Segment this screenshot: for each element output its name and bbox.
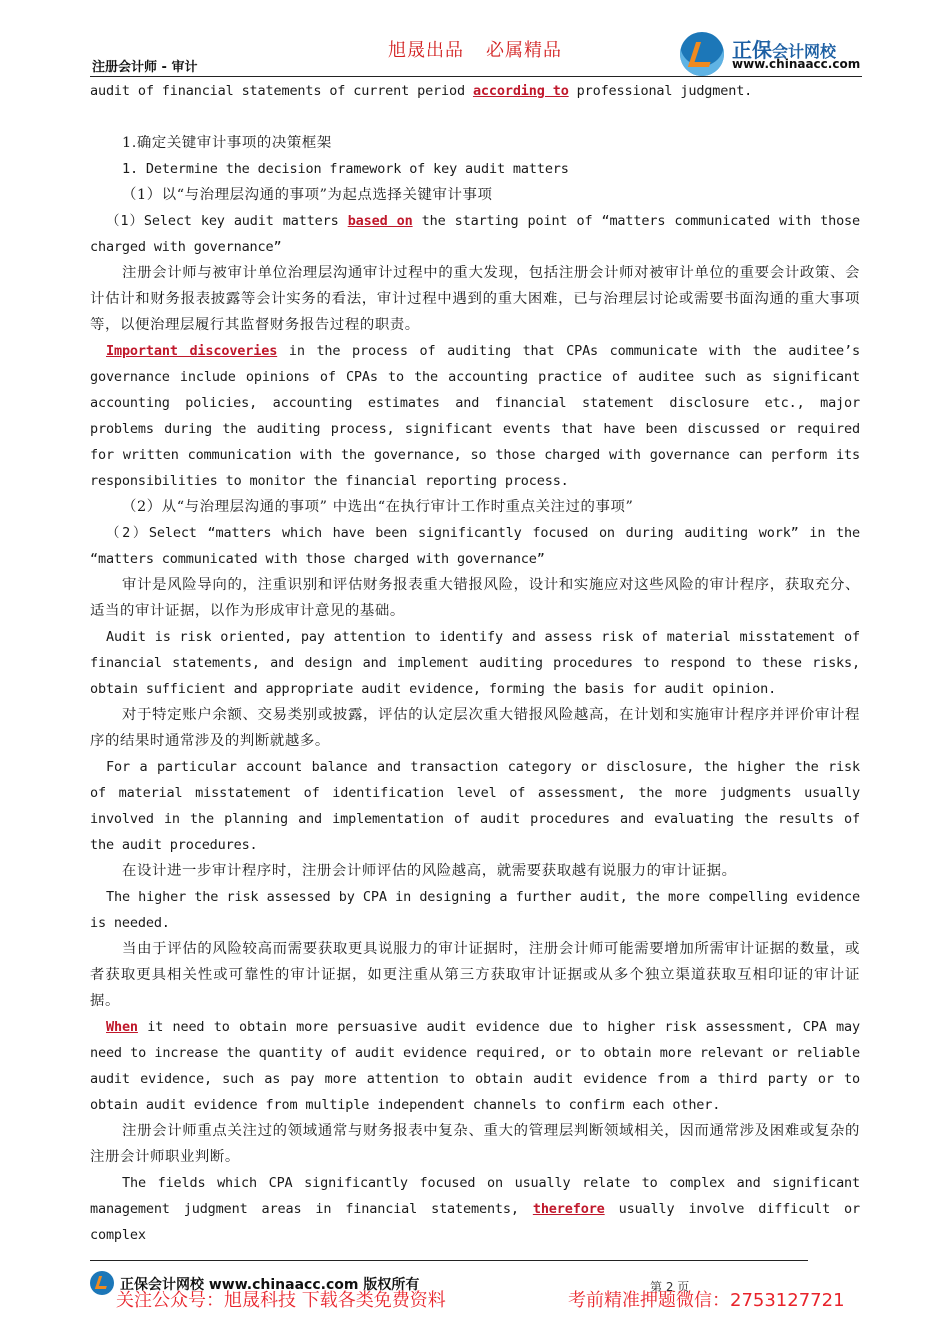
chinaacc-logo [680,32,870,76]
paragraph-zh: 当由于评估的风险较高而需要获取更具说服力的审计证据时，注册会计师可能需要增加所需审计证据的数量，或者获取更具相关性或可靠性的审计证据，如更注重从第三方获取审计证据或从多个独立渠道获取互相印证的审计证据。 [90,941,860,1009]
spacer [90,104,860,130]
paragraph-zh: 注册会计师与被审计单位治理层沟通审计过程中的重大发现，包括注册会计师对被审计单位的重要会计政策、会计估计和财务报表披露等会计实务的看法，审计过程中遇到的重大困难，已与治理层讨论或需要书面沟通的重大事项等，以便治理层履行其监督财务报告过程的职责。 [90,265,860,333]
text-run: audit of financial statements of current period [90,83,473,99]
text-run: it need to obtain more persuasive audit evidence due to higher risk assessment, CPA may need to increase the quantity of audit evidence required, or to obtain more relevant or reliable audit evidence, such as pay more attention to obtain audit evidence from a third party or to obtain audit evidence from multiple independent channels to confirm each other. [90,1019,860,1113]
logo-name-big: 正保 [732,38,772,62]
header-slogan [388,36,562,62]
chinaacc-small-icon [90,1271,114,1295]
promo-watermark-left: 关注公众号：旭晟科技 下载各类免费资料 [116,1290,446,1311]
text-run: The fields which CPA significantly focused on usually relate to complex and significant management judgment areas in financial statements, [90,1175,860,1217]
chinaacc-logo-icon [680,32,724,76]
text-run: professional judgment. [568,83,753,99]
paragraph-en [90,338,860,494]
paragraph-en [90,78,860,104]
paragraph-zh: 注册会计师重点关注过的领域通常与财务报表中复杂、重大的管理层判断领域相关，因而通常涉及困难或复杂的注册会计师职业判断。 [90,1123,860,1165]
highlighted-term: When [106,1019,138,1035]
page-number: 第 2 页 [650,1280,690,1294]
section-heading-en: 1. Determine the decision framework of key audit matters [122,161,569,177]
paragraph-zh: 在设计进一步审计程序时，注册会计师评估的风险越高，就需要获取越有说服力的审计证据。 [122,863,737,879]
header-doc-title: 注册会计师 - 审计 [92,60,198,75]
highlighted-term: therefore [532,1201,605,1217]
footer-divider [90,1260,808,1261]
logo-url: www.chinaacc.com [732,57,861,71]
highlighted-term: according to [472,83,569,99]
paragraph-en: The higher the risk assessed by CPA in designing a further audit, the more compelling evidence is needed. [90,889,860,931]
paragraph-en: For a particular account balance and transaction category or disclosure, the higher the risk of material misstatement of identification level of assessment, the more judgments usually involved in the planning and implementation of audit procedures and evaluating the results of the audit procedures. [90,759,860,853]
subheading-zh: （2）从“与治理层沟通的事项” 中选出“在执行审计工作时重点关注过的事项” [122,499,634,515]
paragraph-en: Audit is risk oriented, pay attention to identify and assess risk of material misstatement of financial statements, and design and implement auditing procedures to respond to these risks, obtain sufficient and appropriate audit evidence, forming the basis for audit opinion. [90,629,860,697]
paragraph-en [90,1014,860,1118]
slogan-part-2: 必属精品 [486,40,562,61]
paragraph-zh: 审计是风险导向的，注重识别和评估财务报表重大错报风险，设计和实施应对这些风险的审计程序，获取充分、适当的审计证据，以作为形成审计意见的基础。 [90,577,860,619]
paragraph-en [90,1170,860,1248]
text-run: （1）Select key audit matters [106,213,348,229]
text-run: the starting point of “matters communicated with those charged with governance” [90,213,860,255]
footer-copyright: 正保会计网校 www.chinaacc.com 版权所有 [120,1277,420,1293]
logo-name-small: 会计网校 [772,42,837,61]
subheading-en [90,208,860,260]
subheading-zh: （1）以“与治理层沟通的事项”为起点选择关键审计事项 [122,187,493,203]
header-divider [90,76,862,77]
text-run: in the process of auditing that CPAs communicate with the auditee’s governance include opinions of CPAs to the accounting practice of auditee such as significant accounting policies, accounting estimates and financial statement disclosure etc., major problems during the auditing process, significant events that have been discussed or required for written communication with the governance, so those charged with governance can perform its responsibilities to monitor the financial reporting process. [90,343,860,489]
promo-watermark-right: 考前精准押题微信：2753127721 [568,1290,845,1311]
highlighted-term: Important discoveries [106,343,278,359]
highlighted-term: based on [347,213,413,229]
document-body [90,78,860,1248]
slogan-part-1: 旭晟出品 [388,40,464,61]
paragraph-zh: 对于特定账户余额、交易类别或披露，评估的认定层次重大错报风险越高，在计划和实施审计程序并评价审计程序的结果时通常涉及的判断就越多。 [90,707,860,749]
section-heading-zh: 1.确定关键审计事项的决策框架 [122,135,332,151]
subheading-en: （2）Select “matters which have been significantly focused on during auditing work” in the “matters communicated with those charged with governance” [90,525,860,567]
text-run: usually involve difficult or complex [90,1201,860,1243]
